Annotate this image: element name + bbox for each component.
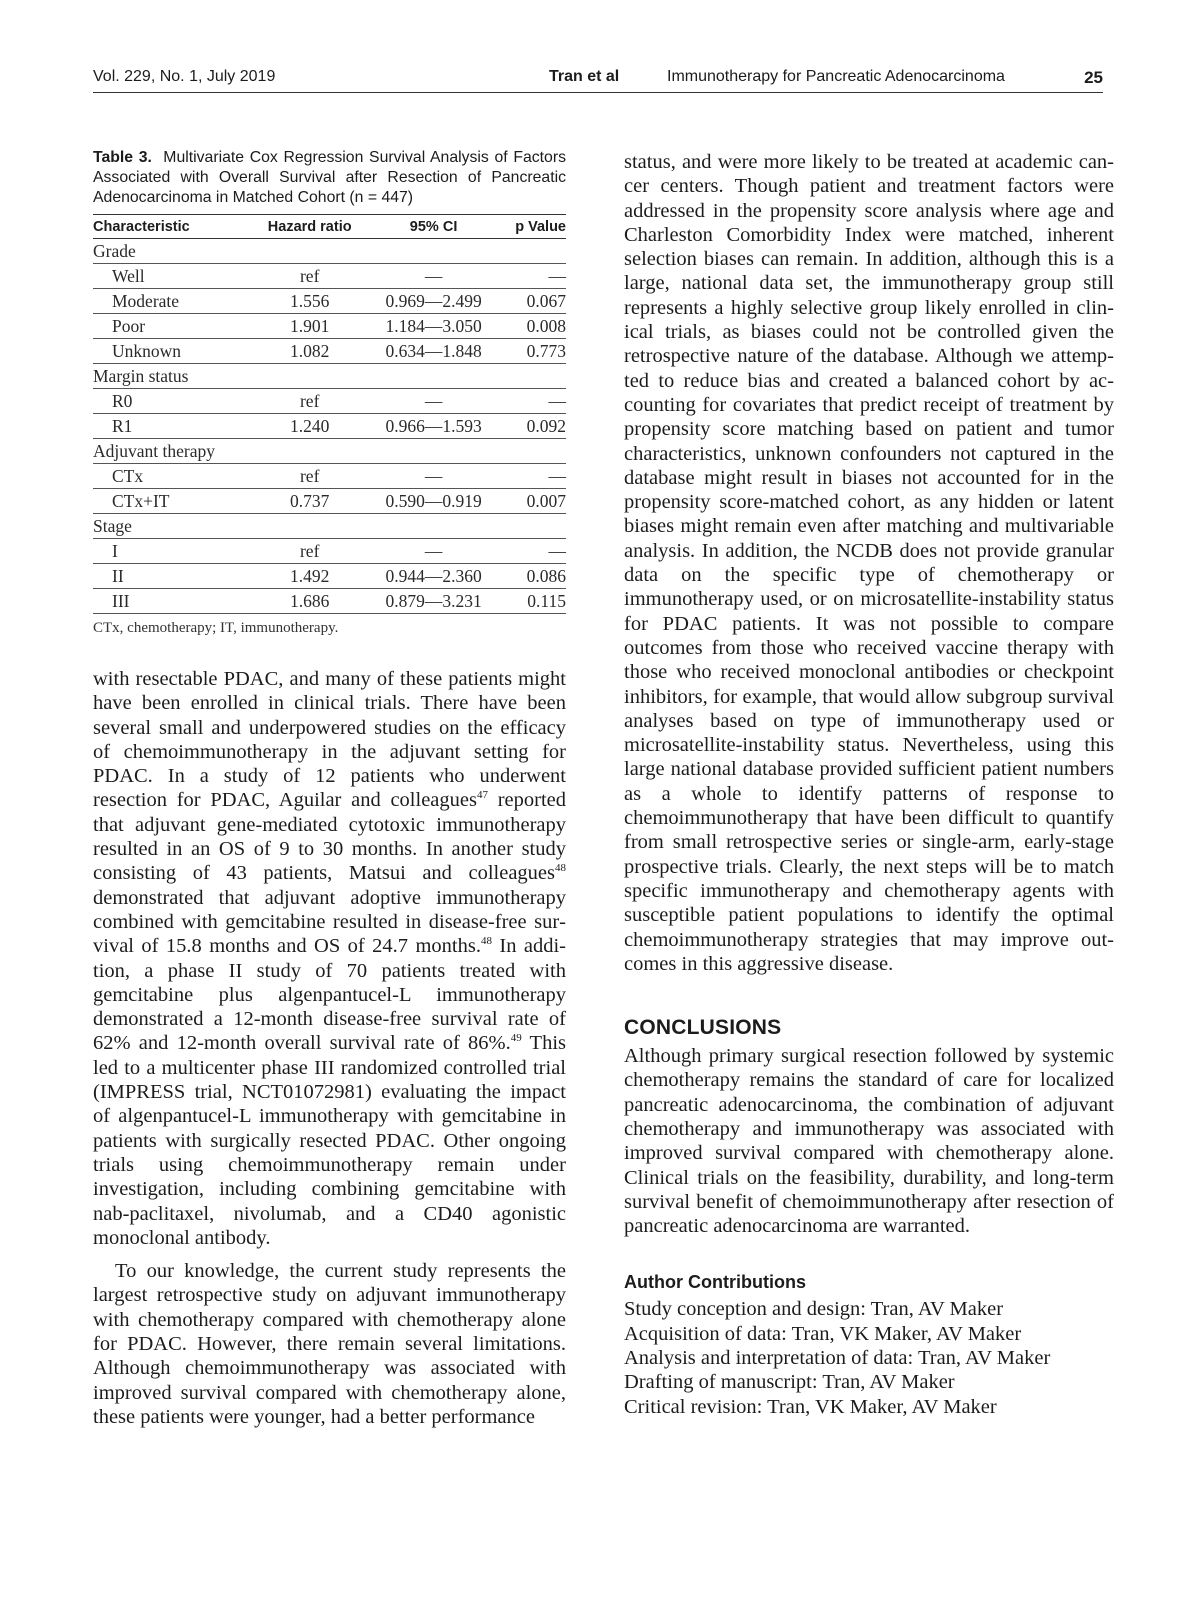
contribution-item: Study conception and design: Tran, AV Maker [624,1298,1004,1321]
table-row [93,314,566,339]
text-segment: reported that adjuvant gene-mediated cytotoxic immunotherapy resulted in an OS of 9 to 30 months. In another study consisting of 43 patients, Matsui and colleagues [93,789,566,885]
p-value-cell: — [505,539,566,564]
characteristic-cell: CTx [93,464,257,489]
table-row [93,564,566,589]
conclusions-paragraph: Although primary surgical resection followed by systemic chemotherapy remains the standard of care for localized pancreatic adenocarcinoma, the combination of adjuvant chemotherapy and immunotherapy was associated with improved survival compared with chemotherapy alone. Clinical trials on the feasibility, durability, and long-term survival benefit of chemoimmunotherapy after resection of pancreatic adenocarcinoma are warranted. [624,1045,1114,1238]
running-authors: Tran et al [549,68,620,85]
table-row [93,539,566,564]
table-group-row [93,439,566,464]
p-value-cell: 0.008 [505,314,566,339]
characteristic-cell: III [93,589,257,614]
left-paragraph-1 [93,667,566,1250]
group-label: Margin status [93,364,566,389]
contribution-item: Drafting of manuscript: Tran, AV Maker [624,1371,955,1394]
ci-cell: 0.944—2.360 [363,564,505,589]
p-value-cell: 0.007 [505,489,566,514]
table-label: Table 3. [93,149,152,166]
characteristic-cell: Moderate [93,289,257,314]
ci-cell: 0.590—0.919 [363,489,505,514]
characteristic-cell: Poor [93,314,257,339]
ci-cell: 0.634—1.848 [363,339,505,364]
p-value-cell: 0.086 [505,564,566,589]
table-row [93,339,566,364]
col-characteristic: Characteristic [93,215,257,239]
p-value-cell: 0.773 [505,339,566,364]
characteristic-cell: R0 [93,389,257,414]
col-p-value: p Value [505,215,566,239]
ci-cell: 0.969—2.499 [363,289,505,314]
contribution-item: Acquisition of data: Tran, VK Maker, AV Maker [624,1322,1022,1345]
table-body [93,239,566,614]
running-header [93,66,1103,93]
hazard-ratio-cell: ref [257,539,363,564]
table-group-row [93,239,566,264]
ci-cell: — [363,389,505,414]
left-paragraph-2: To our knowledge, the current study represents the largest retrospective study on adjuvant immunotherapy with chemotherapy compared with chemotherapy alone for PDAC. However, there remain several limitations. Although chemoimmunotherapy was associated with improved survival compared with chemotherapy alone, these patients were younger, had a better performance [93,1260,566,1428]
text-segment: with resectable PDAC, and many of these patients might have been enrolled in clinical trials. There have been several small and underpowered studies on the efficacy of chemoimmunotherapy in the adjuvant setting for PDAC. In a study of 12 patients who underwent resection for PDAC, Aguilar and colleagues [93,668,566,812]
table-row [93,589,566,614]
table-row [93,414,566,439]
hazard-ratio-cell: ref [257,264,363,289]
characteristic-cell: I [93,539,257,564]
hazard-ratio-cell: ref [257,389,363,414]
table-row [93,464,566,489]
contribution-list [624,1297,1114,1418]
characteristic-cell: Well [93,264,257,289]
survival-table [93,214,566,614]
hazard-ratio-cell: 0.737 [257,489,363,514]
table-header-row [93,215,566,239]
text-segment: demonstrated that adjuvant adoptive immunotherapy combined with gemcitabine resulted in disease-free survival of 15.8 months and OS of 24.7 months. [93,886,566,958]
page-number: 25 [1084,68,1103,87]
ci-cell: 0.879—3.231 [363,589,505,614]
author-contributions-heading: Author Contributions [624,1272,806,1293]
hazard-ratio-cell: 1.492 [257,564,363,589]
ci-cell: — [363,464,505,489]
table-row [93,489,566,514]
journal-volume: Vol. 229, No. 1, July 2019 [93,68,276,85]
reference-marker: 48 [480,935,492,948]
text-segment: In addition, a phase II study of 70 patients treated with gemcitabine plus algenpantucel-L immunotherapy demonstrated a 12-month disease-free survival rate of 62% and 12-month overall survival rate of 86%. [93,935,566,1055]
ci-cell: — [363,264,505,289]
reference-marker: 49 [510,1032,522,1045]
characteristic-cell: CTx+IT [93,489,257,514]
text-segment: This led to a multicenter phase III randomized controlled trial (IMPRESS trial, NCT01072981) evaluating the impact of algenpantucel-L immunotherapy with gemcitabine in patients with surgically resected PDAC. Other ongoing trials using chemoimmunotherapy remain under investigation, including combining gemcitabine with nab-paclitaxel, nivolumab, and a CD40 agonistic monoclonal antibody. [93,1032,566,1249]
table-row [93,289,566,314]
ci-cell: — [363,539,505,564]
table-row [93,264,566,289]
characteristic-cell: Unknown [93,339,257,364]
ci-cell: 1.184—3.050 [363,314,505,339]
ci-cell: 0.966—1.593 [363,414,505,439]
contribution-item: Analysis and interpretation of data: Tran, AV Maker [624,1347,1051,1370]
group-label: Stage [93,514,566,539]
p-value-cell: 0.067 [505,289,566,314]
p-value-cell: 0.092 [505,414,566,439]
table-group-row [93,364,566,389]
hazard-ratio-cell: 1.556 [257,289,363,314]
left-column [93,148,566,1429]
hazard-ratio-cell: ref [257,464,363,489]
col-hazard-ratio: Hazard ratio [257,215,363,239]
characteristic-cell: R1 [93,414,257,439]
table-footnote: CTx, chemotherapy; IT, immunotherapy. [93,620,339,636]
group-label: Grade [93,239,566,264]
group-label: Adjuvant therapy [93,439,566,464]
hazard-ratio-cell: 1.686 [257,589,363,614]
reference-marker: 47 [476,789,488,802]
table-row [93,389,566,414]
hazard-ratio-cell: 1.082 [257,339,363,364]
col-ci: 95% CI [363,215,505,239]
table-caption [93,148,566,208]
p-value-cell: 0.115 [505,589,566,614]
hazard-ratio-cell: 1.240 [257,414,363,439]
p-value-cell: — [505,464,566,489]
right-paragraph-1: status, and were more likely to be treated at academic cancer centers. Though patient and treatment factors were addressed in the propensity score analysis where age and Charleston Comorbidity Index were matched, inherent selection biases can remain. In addition, although this is a large, national data set, the immunotherapy group still represents a highly selective group likely enrolled in clinical trials, as biases could not be controlled given the retrospective nature of the database. Although we attempted to reduce bias and created a balanced cohort by accounting for covariates that predict receipt of treatment by propensity score matching based on patient and tumor characteristics, unknown confounders not captured in the database might result in biases not accounted for in the propensity score-matched cohort, as any hidden or latent biases might remain even after matching and multivariable analysis. In addition, the NCDB does not provide granular data on the specific type of chemotherapy or immunotherapy used, or on microsatellite-instability status for PDAC patients. It was not possible to compare outcomes from those who received vaccine therapy with those who received monoclonal antibodies or checkpoint inhibitors, for example, that would allow subgroup survival analyses based on type of immunotherapy used or microsatellite-instability status. Nevertheless, using this large national database provided sufficient patient numbers as a whole to identify patterns of response to chemoimmunotherapy that have been difficult to quantify from small retrospective series or single-arm, early-stage prospective trials. Clearly, the next steps will be to match specific immunotherapy and chemotherapy agents with susceptible patient populations to identify the optimal chemoimmunotherapy strategies that may improve outcomes in this aggressive disease. [624,151,1114,975]
hazard-ratio-cell: 1.901 [257,314,363,339]
contribution-item: Critical revision: Tran, VK Maker, AV Maker [624,1395,997,1418]
conclusions-heading: CONCLUSIONS [624,1016,782,1040]
p-value-cell: — [505,264,566,289]
reference-marker: 48 [555,862,566,875]
characteristic-cell: II [93,564,257,589]
table-group-row [93,514,566,539]
p-value-cell: — [505,389,566,414]
running-title: Immunotherapy for Pancreatic Adenocarcinoma [667,68,1005,85]
table-caption-text: Multivariate Cox Regression Survival Analysis of Factors Associated with Overall Survival after Resection of Pancreatic Adenocarcinoma in Matched Cohort (n = 447) [93,149,567,206]
right-column [624,150,1114,1419]
